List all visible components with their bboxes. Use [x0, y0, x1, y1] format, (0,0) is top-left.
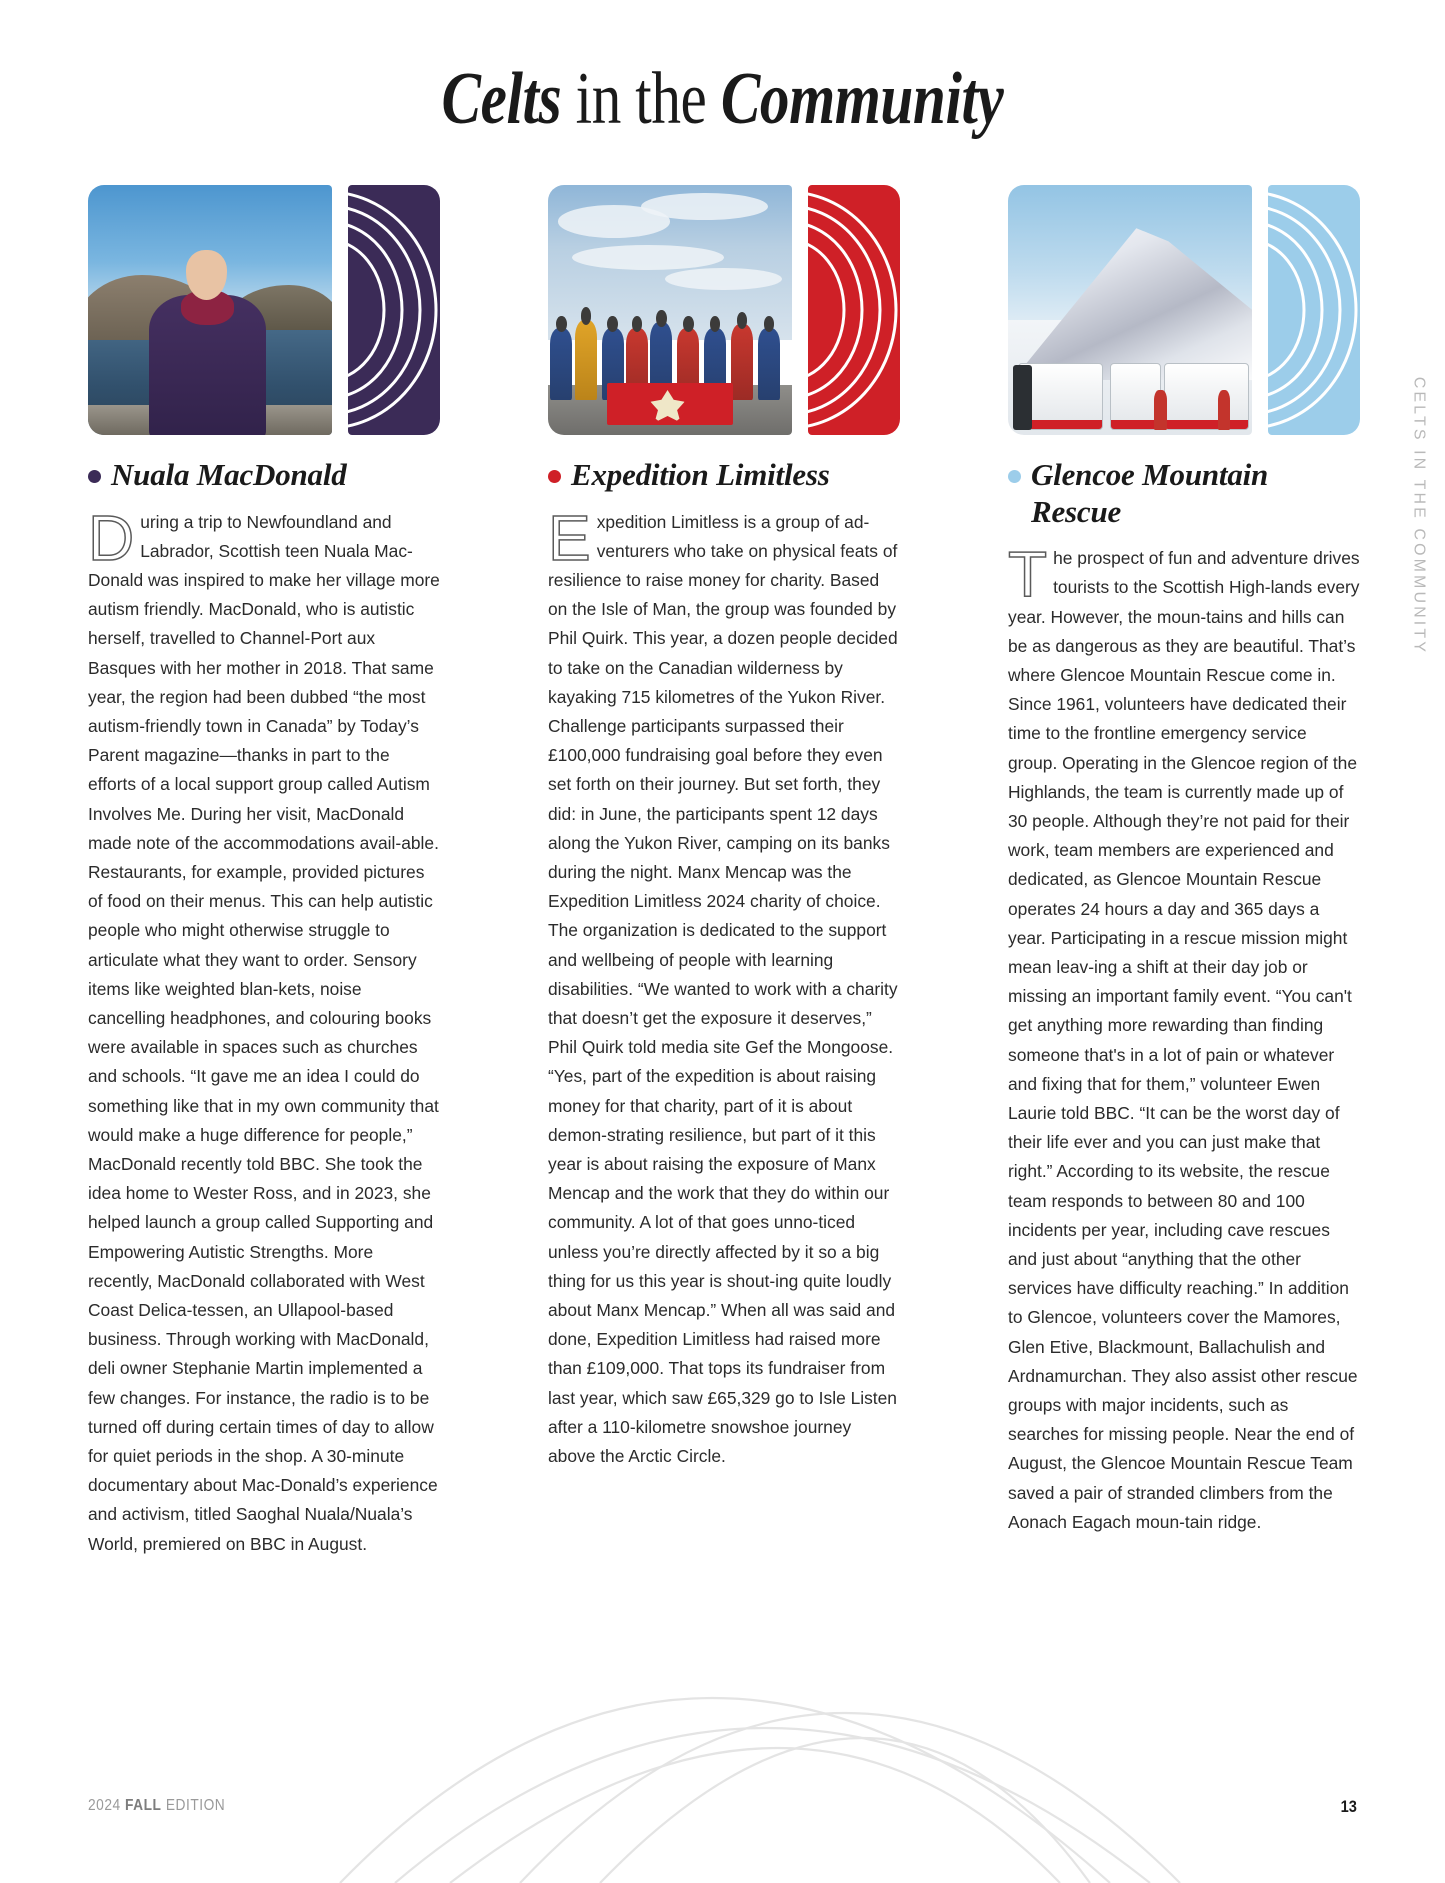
photo-person-head — [581, 307, 592, 325]
page-title — [145, 58, 1301, 140]
bullet-icon — [548, 470, 561, 483]
photo-person-head — [556, 316, 567, 332]
section-heading-expedition-limitless — [548, 457, 900, 494]
photo-cloud — [572, 245, 723, 270]
article-column-nuala-macdonald — [88, 185, 440, 1554]
photo-person — [731, 324, 753, 400]
concentric-arcs-icon — [808, 185, 900, 435]
section-title: Glencoe Mountain Rescue — [1031, 457, 1269, 529]
page-number: 13 — [1340, 1797, 1357, 1816]
footer-year: 2024 — [88, 1797, 126, 1814]
photo-person — [550, 328, 572, 400]
photo-cloud — [641, 193, 768, 221]
glencoe-mountain-rescue-photo — [1008, 185, 1252, 435]
article-column-glencoe-mountain-rescue — [1008, 185, 1360, 1535]
photo-person-head — [710, 316, 721, 332]
body-text: xpedition Limitless is a group of ad-venturers who take on physical feats of resilience to raise money for charity. Based on the Isle of Man, the group was founded by Phil Quirk. This year, a dozen people decided to take on the Canadian wilderness by kayaking 715 kilometres of the Yukon River. Challenge participants surpassed their £100,000 fundraising goal before they even set forth on their journey. But set forth, they did: in June, the participants spent 12 days along the Yukon River, camping on its banks during the night. Manx Mencap was the Expedition Limitless 2024 charity of choice. The organization is dedicated to the support and wellbeing of people with learning disabilities. “We wanted to work with a charity that doesn’t get the exposure it deserves,” Phil Quirk told media site Gef the Mongoose. “Yes, part of the expedition is about raising money for that charity, part of it is about demon-strating resilience, but part of it this year is about raising the exposure of Manx Mencap and the work that they do within our community. A lot of that goes unno-ticed unless you’re directly affected by it so a big thing for us this year is shout-ing quite loudly about Manx Mencap.” When all was said and done, Expedition Limitless had raised more than £109,000. That tops its fundraiser from last year, which saw £65,329 go to Isle Listen after a 110-kilometre snowshoe journey above the Arctic Circle. — [548, 511, 898, 1467]
accent-panel-purple — [348, 185, 440, 435]
page-title-emphasis-1: Celts — [441, 58, 562, 140]
photo-person — [575, 320, 597, 400]
figure-expedition-limitless — [548, 185, 900, 435]
footer-decorative-arcs — [0, 1553, 1445, 1883]
photo-rescue-van — [1164, 363, 1249, 430]
body-copy-expedition-limitless — [548, 501, 900, 1472]
page-footer — [88, 1797, 1357, 1823]
photo-person-head — [656, 310, 667, 327]
body-text: he prospect of fun and adventure drives tourists to the Scottish High-lands every year. However, the moun-tains and hills can be as dangerous as they are beautiful. That’s where Glencoe Mountain Rescue come in. Since 1961, volunteers have dedicated their time to the frontline emergency service group. Operating in the Glencoe region of the Highlands, the team is currently made up of 30 people. Although they’re not paid for their work, team members are experienced and dedicated, as Glencoe Mountain Rescue operates 24 hours a day and 365 days a year. Participating in a rescue mission might mean leav-ing a shift at their day job or missing an important family event. “You can't get anything more rewarding than finding someone that's in a lot of pain or whatever and fixing that for them,” volunteer Ewen Laurie told BBC. “It can be the worst day of their life ever and you can just make that right.” According to its website, the rescue team responds to between 80 and 100 incidents per year, including cave rescues and just about “anything that the other services have difficulty reaching.” In addition to Glencoe, volunteers cover the Mamores, Glen Etive, Blackmount, Ballachulish and Ardnamurchan. They also assist other rescue groups with major incidents, such as searches for missing people. Near the end of August, the Glencoe Mountain Rescue Team saved a pair of stranded climbers from the Aonach Eagach moun-tain ridge. — [1008, 548, 1360, 1532]
drop-cap: T — [1008, 538, 1048, 611]
photo-person-head — [607, 316, 618, 332]
footer-edition-label — [88, 1797, 225, 1815]
concentric-arcs-icon — [1268, 185, 1360, 435]
accent-panel-red — [808, 185, 900, 435]
photo-person — [758, 328, 780, 400]
body-text: uring a trip to Newfoundland and Labrador, Scottish teen Nuala Mac-Donald was inspired to make her village more autism friendly. MacDonald, who is autistic herself, travelled to Channel-Port aux Basques with her mother in 2018. That same year, the region had been dubbed “the most autism-friendly town in Canada” by Today’s Parent magazine—thanks in part to the efforts of a local support group called Autism Involves Me. During her visit, MacDonald made note of the accommodations avail-able. Restaurants, for example, provided pictures of food on their menus. This can help autistic people who might otherwise struggle to articulate what they want to order. Sensory items like weighted blan-kets, noise cancelling headphones, and colouring books were available in spaces such as churches and schools. “It gave me an idea I could do something like that in my own community that would make a huge difference for people,” MacDonald recently told BBC. She took the idea home to Wester Ross, and in 2023, she helped launch a group called Supporting and Empowering Autistic Strengths. More recently, MacDonald collaborated with West Coast Delica-tessen, an Ullapool-based business. Through working with MacDonald, deli owner Stephanie Martin implemented a few changes. For instance, the radio is to be turned off during certain times of day to allow for quiet periods in the shop. A 30-minute documentary about Mac-Donald’s experience and activism, titled Saoghal Nuala/Nuala’s World, premiered on BBC in August. — [88, 511, 440, 1554]
body-copy-glencoe-mountain-rescue — [1008, 538, 1360, 1537]
photo-person-head — [737, 312, 748, 329]
bullet-icon — [1008, 470, 1021, 483]
section-title: Expedition Limitless — [571, 457, 830, 492]
section-heading-glencoe-mountain-rescue — [1008, 457, 1360, 530]
page-title-plain: in the — [561, 58, 721, 140]
article-column-expedition-limitless — [548, 185, 900, 1535]
body-copy-nuala-macdonald — [88, 501, 440, 1559]
nuala-macdonald-photo — [88, 185, 332, 435]
section-heading-nuala-macdonald — [88, 457, 440, 494]
photo-rescuer — [1218, 390, 1230, 430]
accent-panel-light-blue — [1268, 185, 1360, 435]
photo-person-head — [632, 316, 643, 332]
section-title: Nuala MacDonald — [111, 457, 347, 492]
photo-van-door — [1013, 365, 1033, 430]
page-title-emphasis-2: Community — [720, 58, 1004, 140]
expedition-limitless-photo — [548, 185, 792, 435]
figure-glencoe-mountain-rescue — [1008, 185, 1360, 435]
drop-cap: E — [548, 501, 591, 574]
photo-cloud — [665, 268, 782, 291]
footer-edition-word: EDITION — [161, 1797, 226, 1814]
photo-person-head — [683, 316, 694, 332]
bullet-icon — [88, 470, 101, 483]
photo-rescuer — [1154, 390, 1166, 430]
vertical-section-label: CELTS IN THE COMMUNITY — [1410, 376, 1427, 655]
concentric-arcs-icon — [348, 185, 440, 435]
footer-season: FALL — [125, 1797, 162, 1814]
drop-cap: D — [88, 501, 135, 574]
photo-person-head — [764, 316, 775, 332]
figure-nuala-macdonald — [88, 185, 440, 435]
article-columns — [88, 185, 1360, 1554]
